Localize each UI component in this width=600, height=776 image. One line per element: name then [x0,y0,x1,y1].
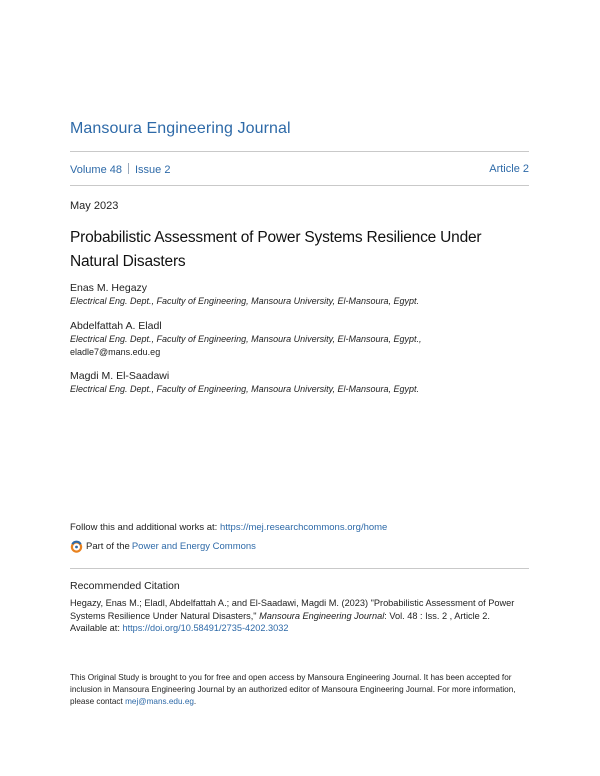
citation-authors: Hegazy, Enas M.; Eladl, Abdelfattah A.; and El-Saadawi, Magdi M. (2023) "Probabilistic Assessment of Power Systems Resilience Under Natural Disasters," [70,598,515,621]
journal-title-link[interactable]: Mansoura Engineering Journal [70,120,291,137]
author-name: Abdelfattah A. Eladl [70,320,162,332]
citation-divider [70,568,529,569]
volume-link[interactable]: Volume 48 [70,164,122,176]
follow-link[interactable]: https://mej.researchcommons.org/home [219,522,388,533]
citation-block [70,597,530,635]
footer-end: . [193,697,197,706]
issue-separator [128,163,129,174]
issue-bar [70,163,529,176]
commons-link[interactable]: Power and Energy Commons [131,541,256,552]
commons-line [70,540,256,553]
open-access-icon [70,540,83,553]
issue-divider [70,185,529,186]
author-affiliation: Electrical Eng. Dept., Faculty of Engineering, Mansoura University, El-Mansoura, Egypt. [70,384,419,394]
author-affiliation: Electrical Eng. Dept., Faculty of Engineering, Mansoura University, El-Mansoura, Egypt., [70,334,422,344]
follow-line [70,522,387,533]
commons-prefix: Part of the [86,541,130,552]
citation-volume: : Vol. 48 : Iss. 2 , Article 2. [384,610,490,621]
contact-email-link[interactable]: mej@mans.edu.eg [125,697,194,706]
top-divider [70,151,529,152]
publication-date: May 2023 [70,200,119,212]
issue-link[interactable]: Issue 2 [134,164,171,176]
author-block [70,319,530,358]
author-name: Enas M. Hegazy [70,282,148,294]
follow-text: Follow this and additional works at: [70,522,220,533]
available-label: Available at: [70,623,123,633]
author-affiliation: Electrical Eng. Dept., Faculty of Engineering, Mansoura University, El-Mansoura, Egypt. [70,296,419,306]
citation-heading: Recommended Citation [70,580,180,592]
citation-journal: Mansoura Engineering Journal [259,610,385,621]
paper-title: Probabilistic Assessment of Power Systems Resilience Under Natural Disasters [70,229,482,270]
footer-text: This Original Study is brought to you for free and open access by Mansoura Engineering Journal. It has been accepted for inclusion in Mansoura Engineering Journal by an authorized editor of Mansoura Engineering Journal. For more information, please contact [70,673,516,706]
author-email: eladle7@mans.edu.eg [70,346,161,357]
author-block [70,281,530,308]
author-name: Magdi M. El-Saadawi [70,370,170,382]
doi-link[interactable]: https://doi.org/10.58491/2735-4202.3032 [122,623,289,633]
article-link[interactable]: Article 2 [489,163,529,175]
footer-note [70,672,530,708]
author-block [70,369,530,396]
